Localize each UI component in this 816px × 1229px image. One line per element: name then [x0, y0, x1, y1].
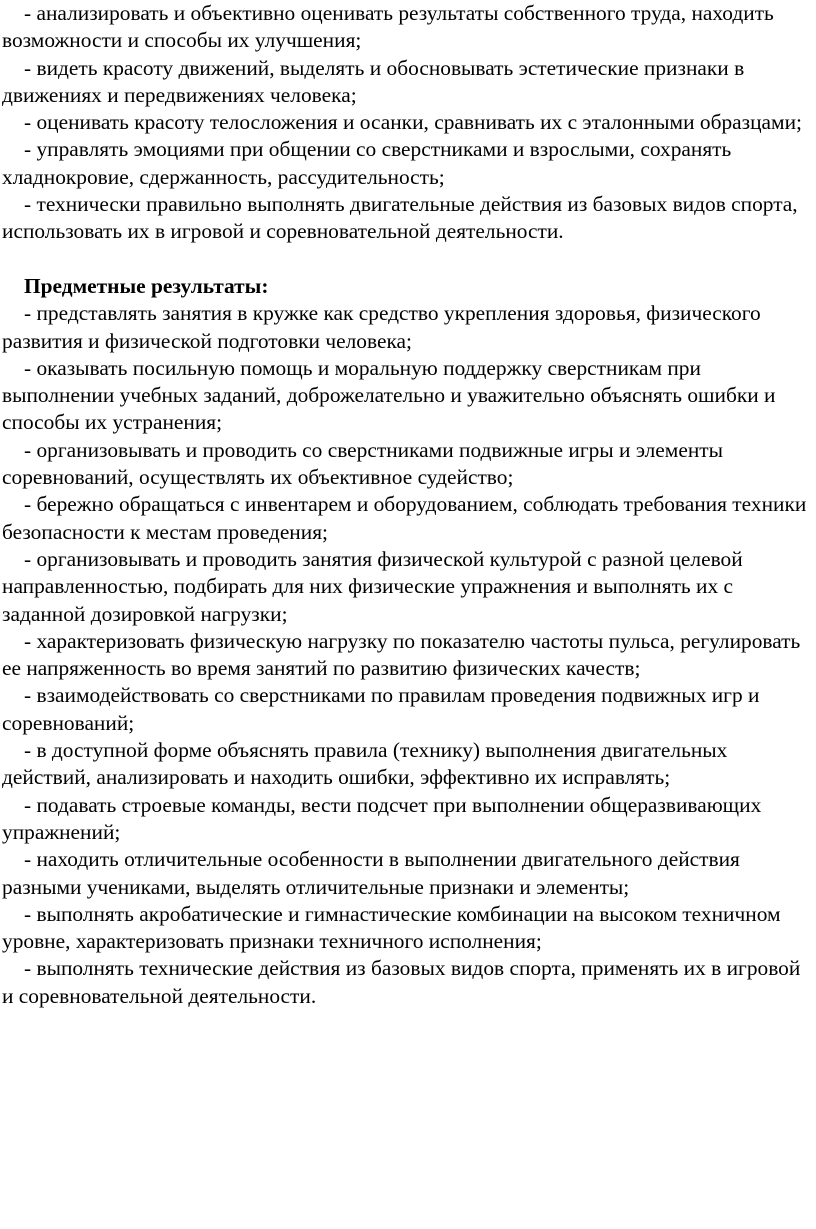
subject-result-item: - выполнять акробатические и гимнастические комбинации на высоком техничном уровне, характеризовать признаки техничного исполнения;: [2, 901, 781, 954]
subject-result-item: - находить отличительные особенности в выполнении двигательного действия разными учениками, выделять отличительные признаки и элементы;: [2, 847, 740, 899]
subject-result-item: - подавать строевые команды, вести подсчет при выполнении общеразвивающих упражнений;: [2, 792, 762, 844]
intro-item: - видеть красоту движений, выделять и обосновывать эстетические признаки в движениях и передвижениях человека;: [2, 55, 745, 107]
intro-item: - управлять эмоциями при общении со сверстниками и взрослыми, сохранять хладнокровие, сдержанность, рассудительность;: [2, 137, 732, 189]
subject-result-item: - организовывать и проводить занятия физической культурой с разной целевой направленностью, подбирать для них физические упражнения и выполнять их с заданной дозировкой нагрузки;: [2, 546, 743, 626]
section-heading: Предметные результаты:: [24, 273, 269, 298]
section-spacer: [2, 246, 812, 273]
subject-result-item: - бережно обращаться с инвентарем и оборудованием, соблюдать требования техники безопасности к местам проведения;: [2, 492, 807, 544]
subject-result-item: - представлять занятия в кружке как средство укрепления здоровья, физического развития и физической подготовки человека;: [2, 301, 761, 353]
subject-result-item: - взаимодействовать со сверстниками по правилам проведения подвижных игр и соревнований;: [2, 683, 760, 735]
subject-result-item: - характеризовать физическую нагрузку по показателю частоты пульса, регулировать ее напряженность во время занятий по развитию физических качеств;: [2, 628, 801, 681]
subject-result-item: - в доступной форме объяснять правила (технику) выполнения двигательных действий, анализировать и находить ошибки, эффективно их исправлять;: [2, 738, 728, 790]
intro-item: - технически правильно выполнять двигательные действия из базовых видов спорта, использовать их в игровой и соревновательной деятельности.: [2, 192, 798, 244]
subject-result-item: - оказывать посильную помощь и моральную поддержку сверстникам при выполнении учебных заданий, доброжелательно и уважительно объяснять ошибки и способы их устранения;: [2, 355, 776, 435]
intro-item: - анализировать и объективно оценивать результаты собственного труда, находить возможности и способы их улучшения;: [2, 1, 774, 53]
subject-result-item: - организовывать и проводить со сверстниками подвижные игры и элементы соревнований, осуществлять их объективное судейство;: [2, 437, 723, 490]
subject-result-item: - выполнять технические действия из базовых видов спорта, применять их в игровой и соревновательной деятельности.: [2, 956, 801, 1008]
intro-item: - оценивать красоту телосложения и осанки, сравнивать их с эталонными образцами;: [24, 110, 802, 135]
